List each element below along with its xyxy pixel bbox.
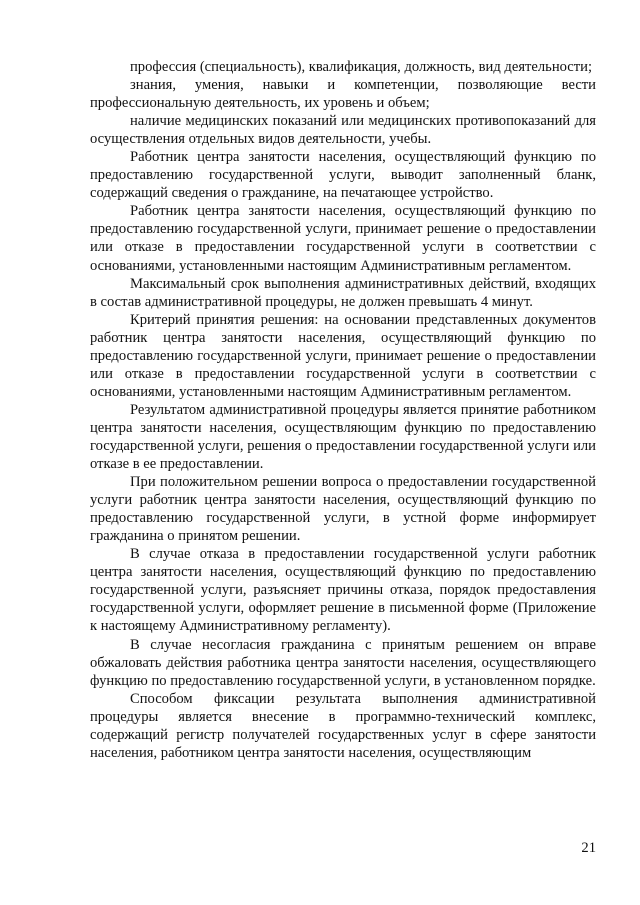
paragraph-refusal: В случае отказа в предоставлении государственной услуги работник центра занятости населения, осуществляющий функцию по предоставлению государственной услуги, разъясняет причины отказа, порядок предоставления государственной услуги, оформляет решение в письменной форме (Приложение к настоящему Административному регламенту). [90, 546, 596, 635]
paragraph-positive-decision: При положительном решении вопроса о предоставлении государственной услуги работник центра занятости населения, осуществляющий функцию по предоставлению государственной услуги, в устной форме информирует гражданина о принятом решении. [90, 474, 596, 545]
page-number: 21 [581, 840, 596, 856]
paragraph-fixation: Способом фиксации результата выполнения административной процедуры является внесение в программно-технический комплекс, содержащий регистр получателей государственных услуг в сфере занятости населения, работником центра занятости населения, осуществляющим [90, 690, 596, 761]
paragraph-print-form: Работник центра занятости населения, осуществляющий функцию по предоставлению государственной услуги, выводит заполненный бланк, содержащий сведения о гражданине, на печатающее устройство. [90, 149, 596, 202]
paragraph-max-time: Максимальный срок выполнения административных действий, входящих в состав административной процедуры, не должен превышать 4 минут. [90, 275, 596, 310]
paragraph-result: Результатом административной процедуры является принятие работником центра занятости населения, осуществляющим функцию по предоставлению государственной услуги, решения о предоставлении государственной услуги или отказе в ее предоставлении. [90, 401, 596, 473]
document-body [90, 58, 596, 762]
paragraph-decision: Работник центра занятости населения, осуществляющий функцию по предоставлению государственной услуги, принимает решение о предоставлении или отказе в предоставлении государственной услуги в соответствии с основаниями, установленными настоящим Административным регламентом. [90, 203, 596, 274]
paragraph-medical: наличие медицинских показаний или медицинских противопоказаний для осуществления отдельных видов деятельности, учебы. [90, 113, 596, 148]
paragraph-appeal: В случае несогласия гражданина с принятым решением он вправе обжаловать действия работника центра занятости населения, осуществляющего функцию по предоставлению государственной услуги, в установленном порядке. [90, 636, 596, 689]
paragraph-profession: профессия (специальность), квалификация, должность, вид деятельности; [130, 59, 593, 75]
paragraph-skills: знания, умения, навыки и компетенции, позволяющие вести профессиональную деятельность, их уровень и объем; [90, 77, 596, 112]
paragraph-criterion: Критерий принятия решения: на основании представленных документов работник центра занятости населения, осуществляющий функцию по предоставлению государственной услуги, принимает решение о предоставлении или отказе в предоставлении государственной услуги в соответствии с основаниями, установленными настоящим Административным регламентом. [90, 311, 596, 400]
